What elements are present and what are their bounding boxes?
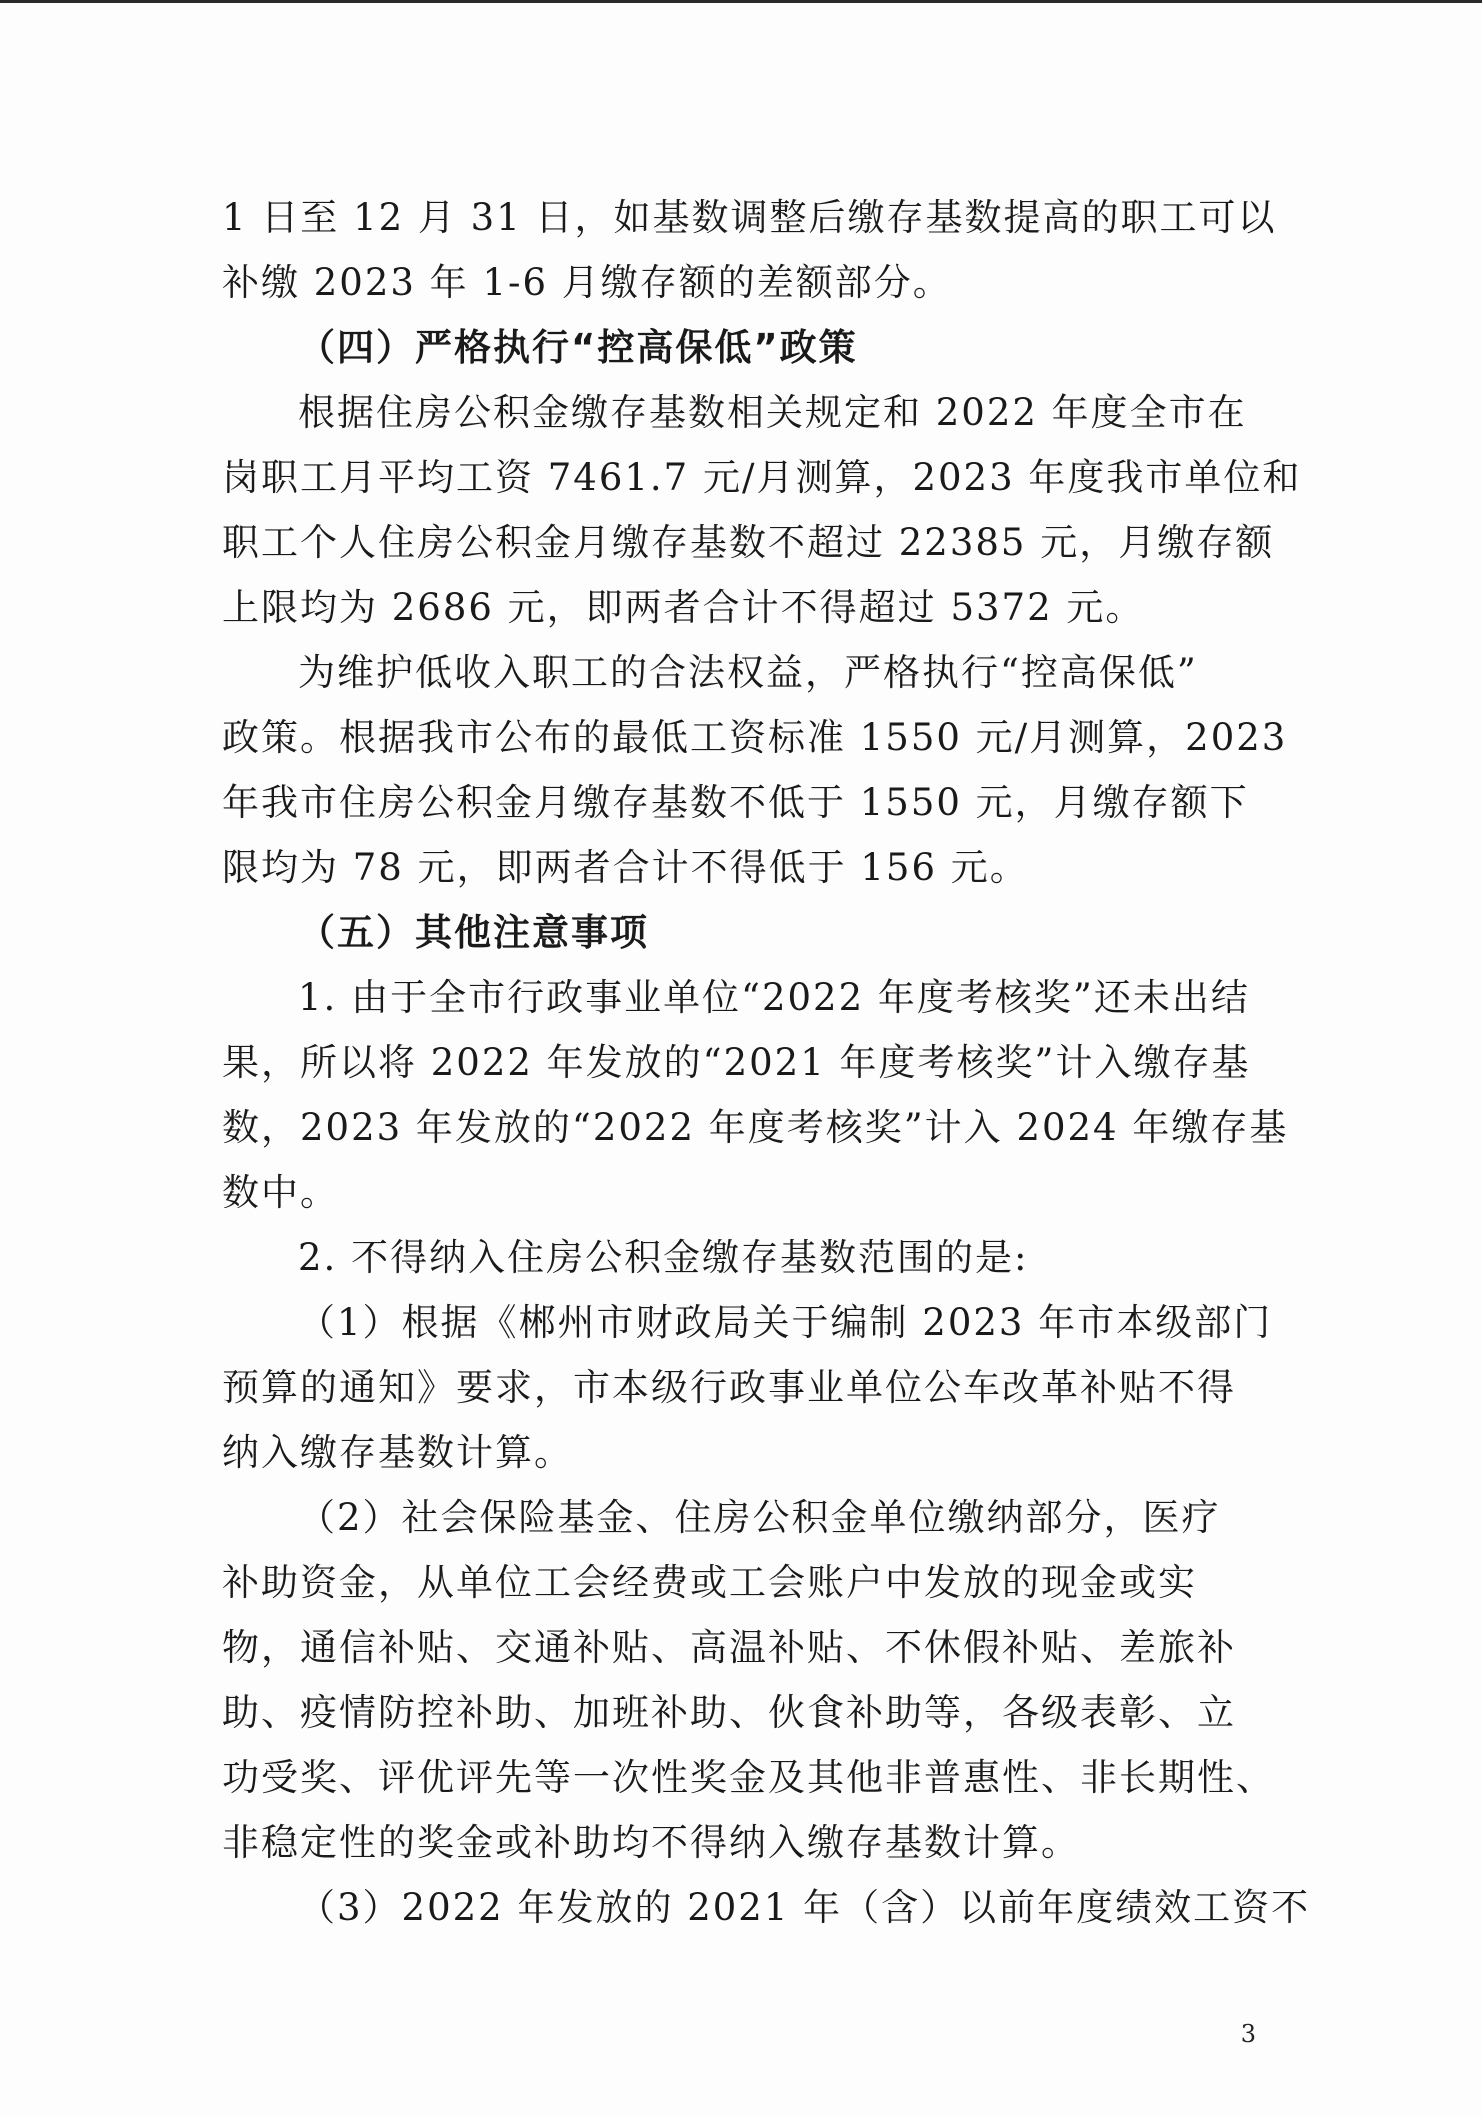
text-line: 1. 由于全市行政事业单位“2022 年度考核奖”还未出结	[298, 976, 1250, 1019]
text-line: 补助资金，从单位工会经费或工会账户中发放的现金或实	[222, 1561, 1197, 1604]
text-line: 非稳定性的奖金或补助均不得纳入缴存基数计算。	[222, 1821, 1080, 1864]
text-line: 年我市住房公积金月缴存基数不低于 1550 元，月缴存额下	[222, 781, 1249, 824]
text-line: 2. 不得纳入住房公积金缴存基数范围的是:	[298, 1236, 1029, 1279]
text-line: 补缴 2023 年 1-6 月缴存额的差额部分。	[222, 261, 952, 304]
text-line: （2）社会保险基金、住房公积金单位缴纳部分，医疗	[298, 1496, 1221, 1539]
text-line: 上限均为 2686 元，即两者合计不得超过 5372 元。	[222, 586, 1145, 629]
page-number: 3	[1240, 2020, 1256, 2048]
top-edge-rule	[0, 0, 1482, 3]
text-line: 果，所以将 2022 年发放的“2021 年度考核奖”计入缴存基	[222, 1041, 1251, 1084]
text-line: 职工个人住房公积金月缴存基数不超过 22385 元，月缴存额	[222, 521, 1275, 564]
text-line: 预算的通知》要求，市本级行政事业单位公车改革补贴不得	[222, 1366, 1236, 1409]
section-heading: （四）严格执行“控高保低”政策	[298, 326, 858, 369]
document-body	[222, 185, 1311, 1940]
text-line: 根据住房公积金缴存基数相关规定和 2022 年度全市在	[298, 391, 1247, 434]
text-line: 数，2023 年发放的“2022 年度考核奖”计入 2024 年缴存基	[222, 1106, 1289, 1149]
text-line: 物，通信补贴、交通补贴、高温补贴、不休假补贴、差旅补	[222, 1626, 1236, 1669]
text-line: 岗职工月平均工资 7461.7 元/月测算，2023 年度我市单位和	[222, 456, 1302, 499]
text-line: 助、疫情防控补助、加班补助、伙食补助等，各级表彰、立	[222, 1691, 1236, 1734]
text-line: （1）根据《郴州市财政局关于编制 2023 年市本级部门	[298, 1301, 1273, 1344]
text-line: 限均为 78 元，即两者合计不得低于 156 元。	[222, 846, 1029, 889]
text-line: （3）2022 年发放的 2021 年（含）以前年度绩效工资不	[298, 1886, 1311, 1929]
text-line: 功受奖、评优评先等一次性奖金及其他非普惠性、非长期性、	[222, 1756, 1275, 1799]
section-heading: （五）其他注意事项	[298, 911, 649, 954]
text-line: 为维护低收入职工的合法权益，严格执行“控高保低”	[298, 651, 1198, 694]
text-line: 政策。根据我市公布的最低工资标准 1550 元/月测算，2023	[222, 716, 1288, 759]
text-line: 纳入缴存基数计算。	[222, 1431, 573, 1474]
text-line: 1 日至 12 月 31 日，如基数调整后缴存基数提高的职工可以	[222, 196, 1277, 239]
text-line: 数中。	[222, 1171, 339, 1214]
